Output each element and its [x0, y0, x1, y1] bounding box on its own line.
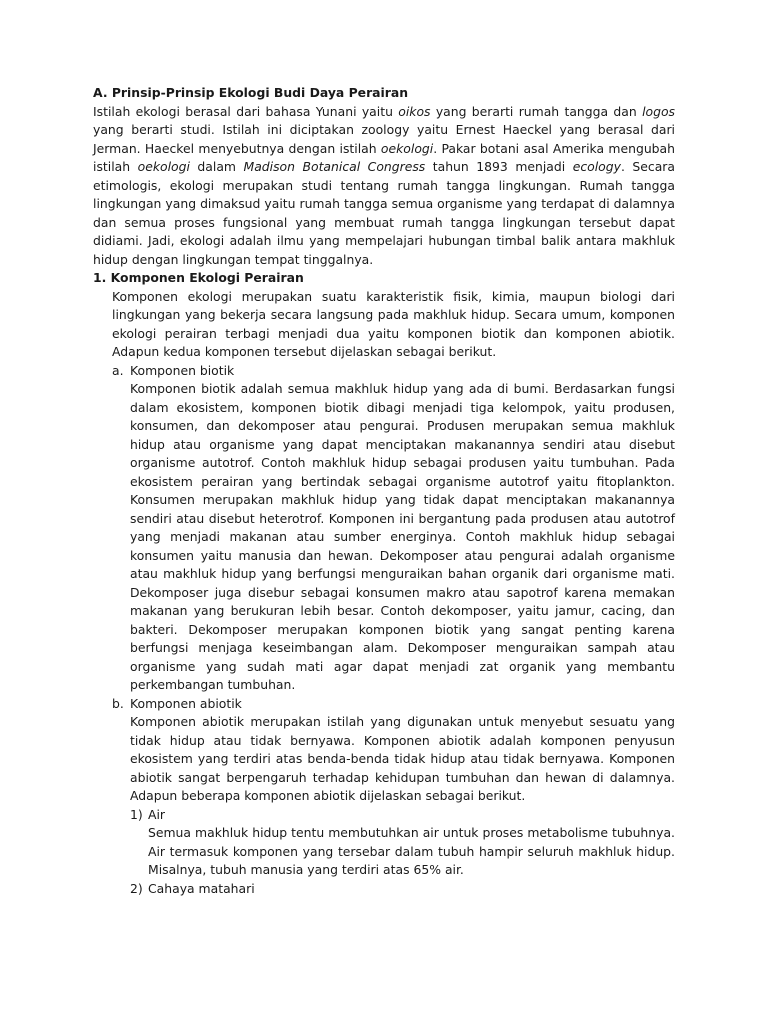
list-item-b2 [93, 880, 675, 899]
subsection-paragraph: Komponen ekologi merupakan suatu karakteristik fisik, kimia, maupun biologi dari lingkungan yang bekerja secara langsung pada makhluk hidup. Secara umum, komponen ekologi perairan terbagi menjadi dua yaitu komponen biotik dan komponen abiotik. Adapun kedua komponen tersebut dijelaskan sebagai berikut. [112, 288, 675, 359]
text-run: dalam [189, 159, 244, 174]
text-run: Istilah ekologi berasal dari bahasa Yunani yaitu [93, 103, 399, 119]
subsection-heading [93, 269, 675, 288]
section-heading: A. Prinsip-Prinsip Ekologi Budi Daya Perairan [93, 85, 409, 100]
list-label: 2) [130, 880, 143, 896]
list-title: Air [148, 806, 166, 822]
italic-term: oikos [398, 103, 431, 119]
list-title: Komponen abiotik [130, 695, 242, 711]
list-item-b [93, 695, 675, 714]
list-title: Cahaya matahari [148, 880, 255, 896]
text-run: . Pakar botani asal Amerika mengubah istilah [93, 140, 675, 174]
italic-term: ecology [572, 159, 621, 174]
list-label: a. [112, 362, 124, 378]
text-run: tahun 1893 menjadi [425, 159, 573, 174]
document-page [93, 84, 675, 898]
italic-term: oekologi [137, 159, 190, 174]
biotic-paragraph: Komponen biotik adalah semua makhluk hidup yang ada di bumi. Berdasarkan fungsi dalam ekosistem, komponen biotik dibagi menjadi tiga kelompok, yaitu produsen, konsumen, dan dekomposer atau pengurai. Produsen merupakan semua makhluk hidup atau organisme yang dapat menciptakan makanannya sendiri atau disebut organisme autotrof. Contoh makhluk hidup sebagai produsen yaitu tumbuhan. Pada ekosistem perairan yang bertindak sebagai organisme autotrof yaitu fitoplankton. Konsumen merupakan makhluk hidup yang tidak dapat menciptakan makanannya sendiri atau disebut heterotrof. Komponen ini bergantung pada produsen atau autotrof yang menjadi makanan atau sumber energinya. Contoh makhluk hidup sebagai konsumen yaitu manusia dan hewan. Dekomposer atau pengurai adalah organisme atau makhluk hidup yang berfungsi menguraikan bahan organik dari organisme mati. Dekomposer juga disebur sebagai konsumen makro atau sapotrof karena memakan makanan yang berukuran lebih besar. Contoh dekomposer, yaitu jamur, cacing, dan bakteri. Dekomposer merupakan komponen biotik yang sangat penting karena berfungsi menjaga keseimbangan alam. Dekomposer menguraikan sampah atau organisme yang sudah mati agar dapat menjadi zat organik yang membantu perkembangan tumbuhan. [130, 381, 675, 692]
water-paragraph: Semua makhluk hidup tentu membutuhkan air untuk proses metabolisme tubuhnya. Air termasuk komponen yang tersebar dalam tubuh hampir seluruh makhluk hidup. Misalnya, tubuh manusia yang terdiri atas 65% air. [148, 825, 675, 877]
intro-paragraph [93, 103, 675, 270]
text-run: . Secara etimologis, ekologi merupakan studi tentang rumah tangga lingkungan. Rumah tangga lingkungan yang dimaksud yaitu rumah tangga semua organisme yang terdapat di dalamnya dan semua proses fungsional yang membuat rumah tangga lingkungan tersebut dapat didiami. Jadi, ekologi adalah ilmu yang mempelajari hubungan timbal balik antara makhluk hidup dengan lingkungan tempat tinggalnya. [93, 159, 675, 267]
list-label: b. [112, 695, 124, 711]
italic-term: logos [642, 103, 676, 119]
list-title: Komponen biotik [130, 362, 235, 378]
text-run: yang berarti rumah tangga dan [430, 103, 643, 119]
text-run: yang berarti studi. Istilah ini diciptakan zoology yaitu Ernest Haeckel yang berasal dari Jerman. Haeckel menyebutnya dengan istilah [93, 122, 675, 156]
list-item-b1 [93, 806, 675, 825]
italic-term: Madison Botanical Congress [243, 159, 426, 174]
list-label: 1) [130, 806, 143, 822]
italic-term: oekologi [380, 140, 434, 156]
abiotic-paragraph: Komponen abiotik merupakan istilah yang digunakan untuk menyebut sesuatu yang tidak hidup atau tidak bernyawa. Komponen abiotik adalah komponen penyusun ekosistem yang terdiri atas benda-benda tidak hidup atau tidak bernyawa. Komponen abiotik sangat berpengaruh terhadap kehidupan tumbuhan dan hewan di dalamnya. Adapun beberapa komponen abiotik dijelaskan sebagai berikut. [130, 714, 675, 803]
subsection-number: 1. [93, 270, 107, 285]
subsection-title: Komponen Ekologi Perairan [110, 270, 304, 285]
list-item-a [93, 362, 675, 381]
